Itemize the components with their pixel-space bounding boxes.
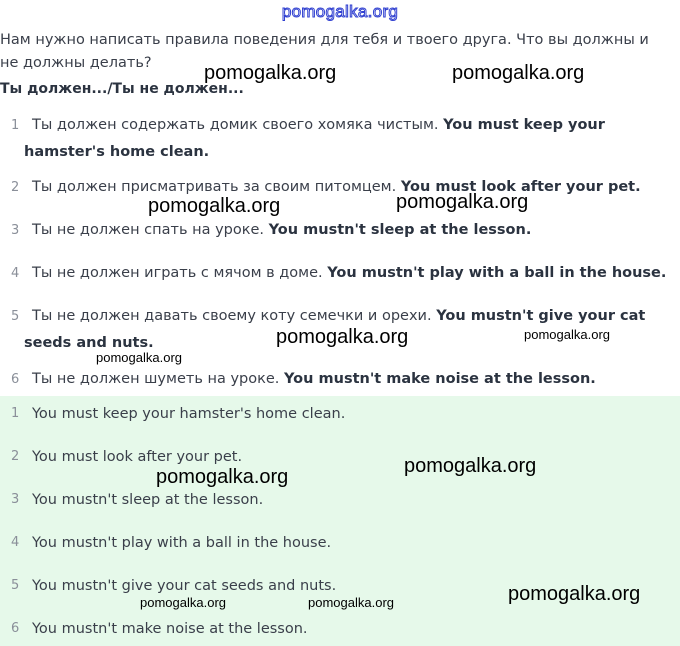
watermark-text: pomogalka.org bbox=[452, 62, 585, 84]
item-english: You must keep your hamster's home clean. bbox=[24, 117, 605, 160]
item-russian: Ты не должен играть с мячом в доме. bbox=[32, 265, 323, 281]
site-watermark-header: pomogalka.org bbox=[281, 2, 399, 21]
answer-number: 6 bbox=[11, 621, 20, 636]
answer-item bbox=[0, 533, 680, 553]
answer-text: You mustn't sleep at the lesson. bbox=[32, 492, 264, 508]
item-number: 6 bbox=[11, 372, 20, 387]
answer-text: You mustn't play with a ball in the house. bbox=[32, 535, 332, 551]
watermark-text: pomogalka.org bbox=[156, 466, 289, 488]
task-subtitle: Ты должен.../Ты не должен... bbox=[0, 81, 244, 97]
item-russian: Ты должен содержать домик своего хомяка чистым. bbox=[32, 117, 439, 133]
watermark-text: pomogalka.org bbox=[96, 350, 182, 365]
exercise-item bbox=[0, 174, 668, 201]
exercise-item bbox=[0, 112, 668, 166]
answer-number: 4 bbox=[11, 535, 20, 550]
item-english: You mustn't play with a ball in the house. bbox=[327, 265, 667, 281]
watermark-text: pomogalka.org bbox=[396, 191, 529, 213]
item-number: 1 bbox=[11, 118, 20, 133]
answer-item bbox=[0, 619, 680, 639]
item-number: 2 bbox=[11, 180, 20, 195]
item-russian: Ты не должен спать на уроке. bbox=[32, 222, 265, 238]
watermark-text: pomogalka.org bbox=[508, 583, 641, 605]
item-number: 4 bbox=[11, 266, 20, 281]
exercise-item bbox=[0, 366, 668, 393]
answer-text: You must keep your hamster's home clean. bbox=[32, 406, 346, 422]
item-russian: Ты не должен давать своему коту семечки и орехи. bbox=[32, 308, 432, 324]
answer-item bbox=[0, 404, 680, 424]
answer-text: You must look after your pet. bbox=[32, 449, 243, 465]
answer-text: You mustn't make noise at the lesson. bbox=[32, 621, 308, 637]
watermark-text: pomogalka.org bbox=[404, 455, 537, 477]
item-russian: Ты не должен шуметь на уроке. bbox=[32, 371, 280, 387]
answer-item bbox=[0, 447, 680, 467]
watermark-text: pomogalka.org bbox=[148, 195, 281, 217]
answer-number: 1 bbox=[11, 406, 20, 421]
item-english: You mustn't sleep at the lesson. bbox=[268, 222, 532, 238]
watermark-text: pomogalka.org bbox=[308, 595, 394, 610]
answer-text: You mustn't give your cat seeds and nuts. bbox=[32, 578, 337, 594]
item-english: You mustn't make noise at the lesson. bbox=[284, 371, 596, 387]
item-english: You must look after your pet. bbox=[400, 179, 641, 195]
answer-number: 3 bbox=[11, 492, 20, 507]
answer-number: 2 bbox=[11, 449, 20, 464]
exercise-item bbox=[0, 260, 668, 287]
item-english: You mustn't give your cat seeds and nuts. bbox=[24, 308, 646, 351]
item-number: 3 bbox=[11, 223, 20, 238]
watermark-text: pomogalka.org bbox=[524, 327, 610, 342]
answer-number: 5 bbox=[11, 578, 20, 593]
item-russian: Ты должен присматривать за своим питомцем. bbox=[32, 179, 397, 195]
item-number: 5 bbox=[11, 309, 20, 324]
answer-item bbox=[0, 490, 680, 510]
watermark-text: pomogalka.org bbox=[276, 326, 409, 348]
task-question: Нам нужно написать правила поведения для тебя и твоего друга. Что вы должны и не должны делать? bbox=[0, 32, 649, 71]
watermark-text: pomogalka.org bbox=[204, 62, 337, 84]
exercise-item bbox=[0, 217, 668, 244]
watermark-text: pomogalka.org bbox=[140, 595, 226, 610]
